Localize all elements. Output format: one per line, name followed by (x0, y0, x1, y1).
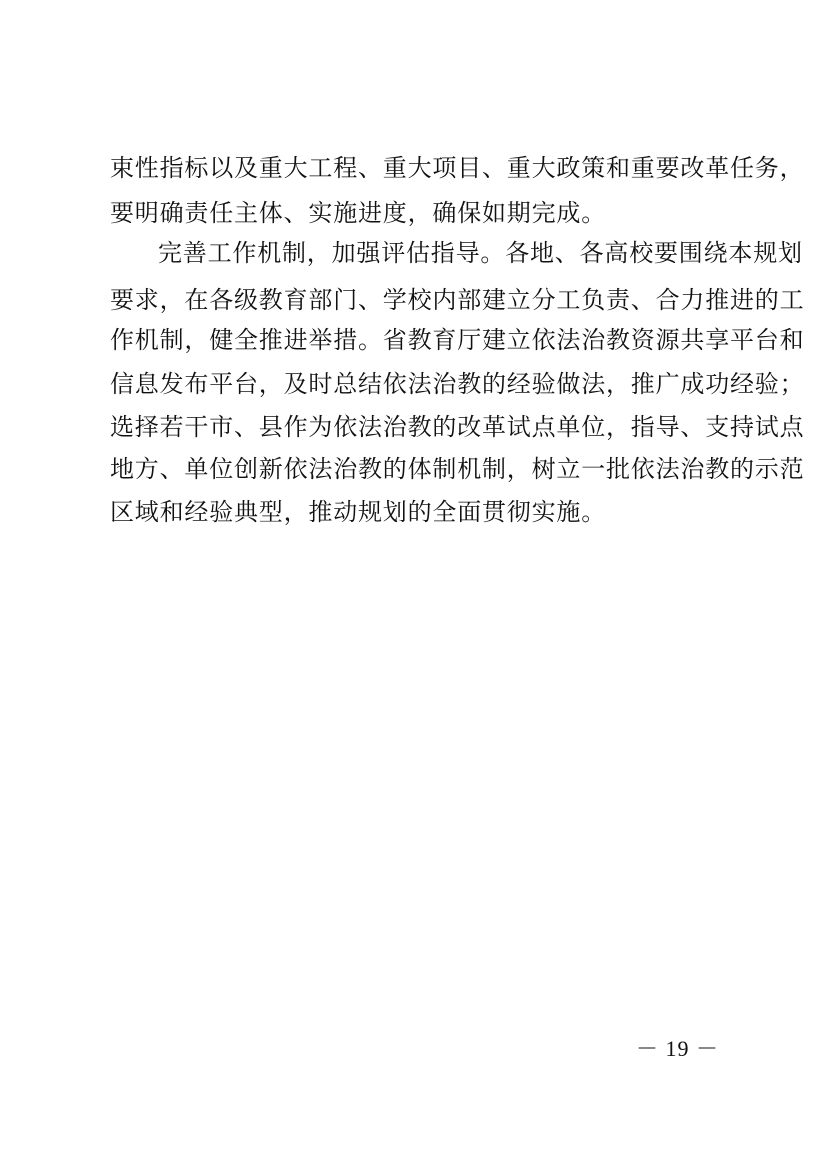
page-number: － 19 － (636, 1036, 720, 1061)
body-text-line: 束性指标以及重大工程、重大项目、重大政策和重要改革任务， (110, 154, 805, 182)
body-text-line: 作机制，健全推进举措。省教育厅建立依法治教资源共享平台和 (110, 326, 805, 354)
body-text-line: 地方、单位创新依法治教的体制机制，树立一批依法治教的示范 (110, 455, 805, 483)
paragraph-first-line: 完善工作机制，加强评估指导。各地、各高校要围绕本规划 (158, 239, 803, 267)
body-text-line: 信息发布平台，及时总结依法治教的经验做法，推广成功经验； (110, 370, 805, 398)
body-text-line: 要明确责任主体、实施进度，确保如期完成。 (110, 199, 606, 227)
body-text-line: 要求，在各级教育部门、学校内部建立分工负责、合力推进的工 (110, 286, 805, 314)
body-text-line: 区域和经验典型，推动规划的全面贯彻实施。 (110, 498, 606, 526)
body-text-line: 选择若干市、县作为依法治教的改革试点单位，指导、支持试点 (110, 413, 805, 441)
